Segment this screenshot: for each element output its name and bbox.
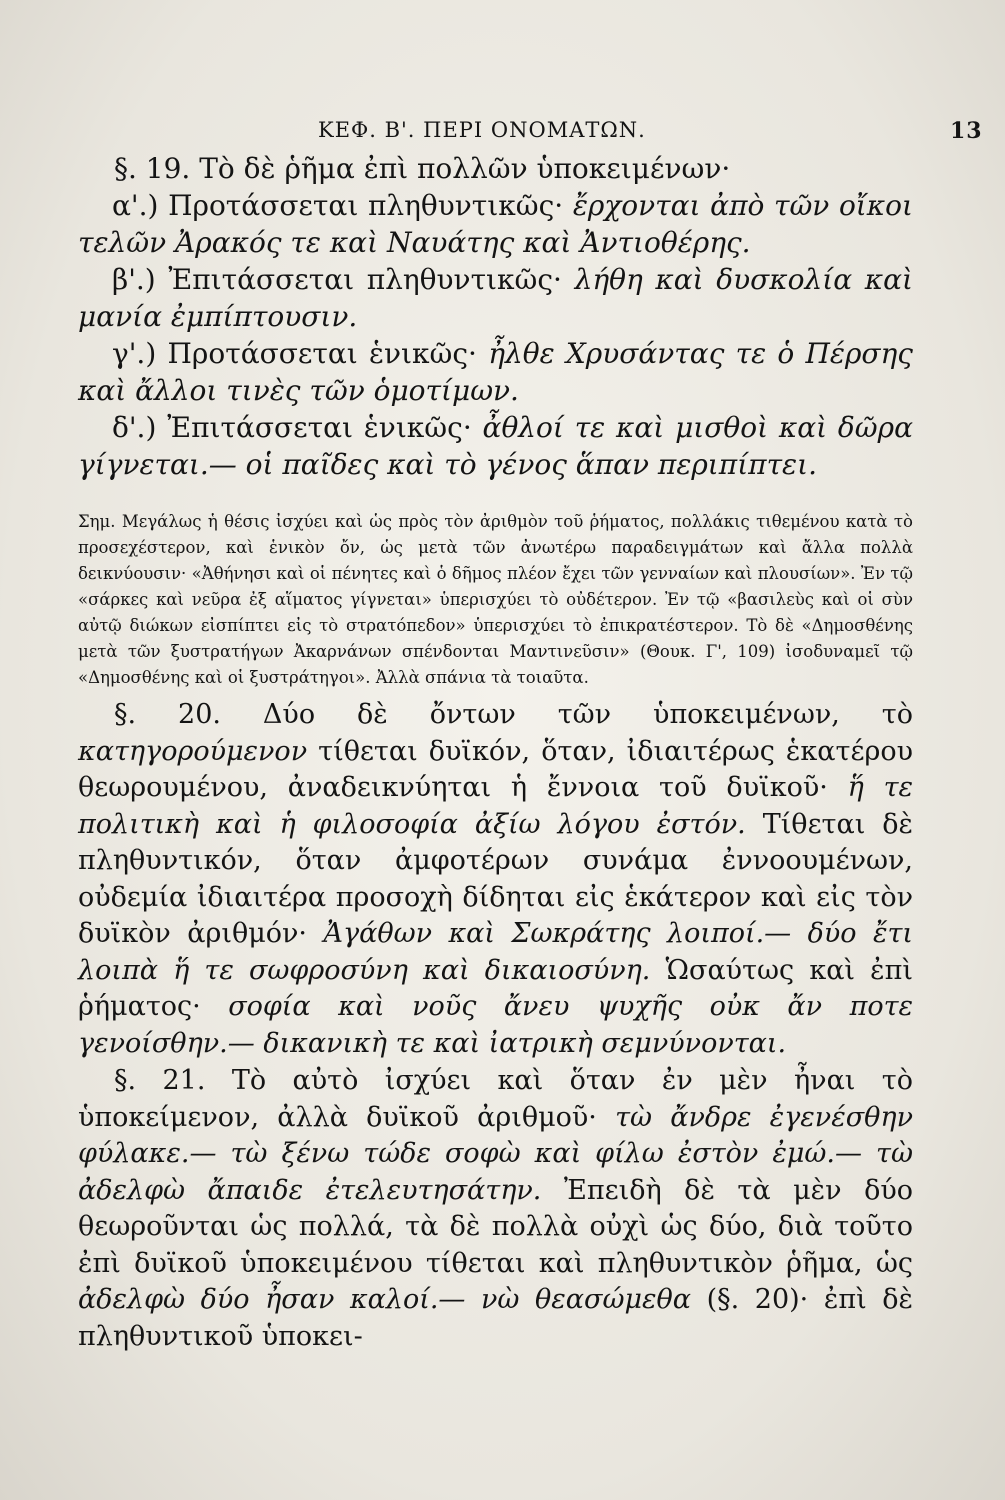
item-label: β'.) Ἐπιτάσσεται πληθυντικῶς·	[112, 263, 562, 296]
section-21-text: (§. 20)· ἐπὶ δὲ πληθυντικοῦ ὑποκει-	[78, 1284, 913, 1352]
footnote-remark: Σημ. Μεγάλως ἡ θέσις ἰσχύει καὶ ὡς πρὸς τὸν ἀριθμὸν τοῦ ῥήματος, πολλάκις τιθεμένου κατὰ τὸ προσεχέστερον, καὶ ἑνικὸν ὄν, ὡς μετὰ τῶν ἀνωτέρω παραδειγμάτων καὶ ἄλλα πολλὰ δεικνύουσιν· «Ἀθήνησι καὶ οἱ πένητες καὶ ὁ δῆμος πλέον ἔχει τῶν γενναίων καὶ πλουσίων». Ἐν τῷ «σάρκες καὶ νεῦρα ἐξ αἵματος γίγνεται» ὑπερισχύει τὸ οὐδέτερον. Ἐν τῷ «βασιλεὺς καὶ οἱ σὺν αὐτῷ διώκων εἰσπίπτει εἰς τὸ στρατόπεδον» ὑπερισχύει τὸ ἐπικρατέστερον. Τὸ δὲ «Δημοσθένης μετὰ τῶν ξυστρατήγων Ἀκαρνάνων σπένδονται Μαντινεῦσιν» (Θουκ. Γ', 109) ἰσοδυναμεῖ τῷ «Δημοσθένης καὶ οἱ ξυστράτηγοι». Ἀλλὰ σπάνια τὰ τοιαῦτα.	[78, 512, 913, 687]
page-body	[78, 150, 913, 1355]
item-example: ἆθλοί τε καὶ μισθοὶ καὶ δῶρα γίγνεται.— οἱ παῖδες καὶ τὸ γένος ἅπαν περιπίπτει.	[78, 411, 913, 481]
section-19-lead: §. 19. Τὸ δὲ ῥῆμα ἐπὶ πολλῶν ὑποκειμένων·	[114, 152, 731, 185]
section-20-text: Ὡσαύτως καὶ ἐπὶ ῥήματος·	[78, 954, 913, 1022]
section-20-example: Ἀγάθων καὶ Σωκράτης λοιποί.— δύο ἔτι λοιπὰ ἥ τε σωφροσύνη καὶ δικαιοσύνη.	[78, 918, 913, 986]
running-title: ΚΕΦ. Β'. ΠΕΡΙ ΟΝΟΜΑΤΩΝ.	[318, 118, 646, 142]
section-20-example: σοφία καὶ νοῦς ἄνευ ψυχῆς οὐκ ἄν ποτε γενοίσθην.— δικανικὴ τε καὶ ἰατρικὴ σεμνύνονται.	[78, 991, 913, 1059]
section-19-item	[78, 335, 913, 409]
section-20-text: Τίθεται δὲ πληθυντικόν, ὅταν ἀμφοτέρων συνάμα ἐννοουμένων, οὐδεμία ἰδιαιτέρα προσοχὴ δίδηται εἰς ἑκάτερον καὶ εἰς τὸν δυϊκὸν ἀριθμόν·	[78, 808, 913, 949]
section-21-example: ἀδελφὼ δύο ἦσαν καλοί.— νὼ θεασώμεθα	[78, 1284, 691, 1315]
section-21	[78, 1063, 913, 1355]
page-number: 13	[950, 118, 983, 144]
section-19-item	[78, 409, 913, 483]
section-19-item	[78, 187, 913, 261]
section-20	[78, 697, 913, 1062]
section-21-example: τὼ ἄνδρε ἐγενέσθην φύλακε.— τὼ ξένω τώδε σοφὼ καὶ φίλω ἐστὸν ἐμώ.— τὼ ἀδελφὼ ἄπαιδε ἐτελευτησάτην.	[78, 1101, 913, 1206]
item-example: ἔρχονται ἀπὸ τῶν οἴκοι τελῶν Ἀρακός τε καὶ Ναυάτης καὶ Ἀντιοθέρης.	[78, 189, 913, 259]
page-header	[0, 112, 1005, 152]
item-example: λήθη καὶ δυσκολία καὶ μανία ἐμπίπτουσιν.	[78, 263, 913, 333]
section-19	[78, 150, 913, 483]
section-20-example: ἥ τε πολιτικὴ καὶ ἡ φιλοσοφία ἀξίω λόγου ἐστόν.	[78, 772, 913, 840]
item-label: γ'.) Προτάσσεται ἑνικῶς·	[112, 337, 477, 370]
section-20-text: §. 20. Δύο δὲ ὄντων τῶν ὑποκειμένων, τὸ	[114, 699, 913, 730]
item-label: α'.) Προτάσσεται πληθυντικῶς·	[112, 189, 564, 222]
section-21-text: §. 21. Τὸ αὐτὸ ἰσχύει καὶ ὅταν ἐν μὲν ἦναι τὸ ὑποκείμενον, ἀλλὰ δυϊκοῦ ἀριθμοῦ·	[78, 1065, 913, 1133]
section-20-example: κατηγορούμενον	[78, 735, 308, 767]
section-20-text: τίθεται δυϊκόν, ὅταν, ἰδιαιτέρως ἑκατέρου θεωρουμένου, ἀναδεικνύηται ἡ ἔννοια τοῦ δυϊκοῦ·	[78, 735, 913, 803]
section-19-item	[78, 261, 913, 335]
section-21-text: Ἐπειδὴ δὲ τὰ μὲν δύο θεωροῦνται ὡς πολλά, τὰ δὲ πολλὰ οὐχὶ ὡς δύο, διὰ τοῦτο ἐπὶ δυϊκοῦ ὑποκειμένου τίθεται καὶ πληθυντικὸν ῥῆμα, ὡς	[78, 1174, 913, 1279]
item-label: δ'.) Ἐπιτάσσεται ἑνικῶς·	[112, 411, 472, 444]
item-example: ἦλθε Χρυσάντας τε ὁ Πέρσης καὶ ἄλλοι τινὲς τῶν ὁμοτίμων.	[78, 337, 913, 407]
